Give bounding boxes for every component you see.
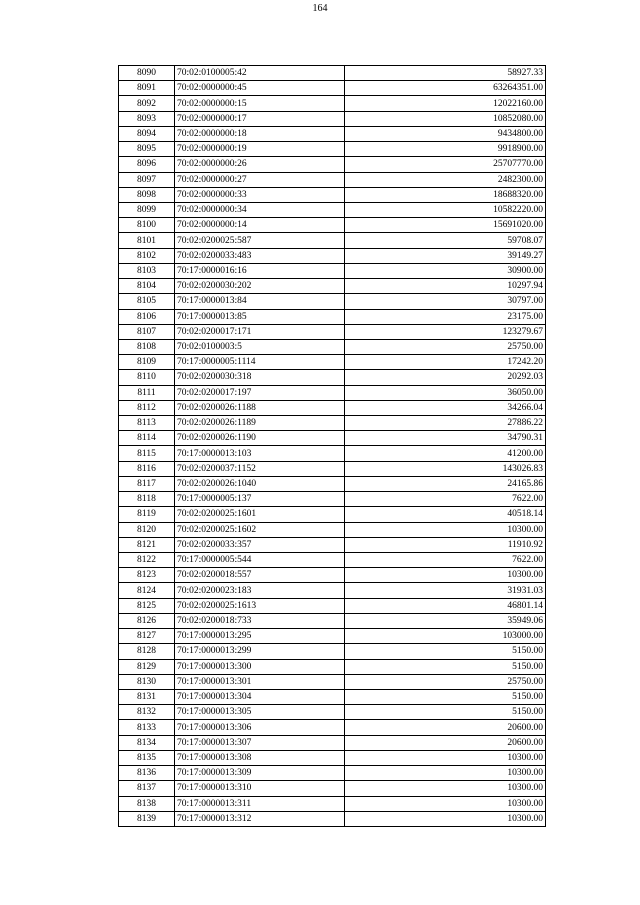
table-row xyxy=(119,598,546,613)
table-row xyxy=(119,309,546,324)
table-row xyxy=(119,385,546,400)
cadastral-number: 70:02:0200018:733 xyxy=(175,613,345,628)
table-row xyxy=(119,461,546,476)
cadastral-number: 70:02:0000000:19 xyxy=(175,142,345,157)
cadastral-number: 70:02:0000000:27 xyxy=(175,172,345,187)
cadastral-value: 10582220.00 xyxy=(345,202,546,217)
row-number: 8125 xyxy=(119,598,175,613)
row-number: 8108 xyxy=(119,339,175,354)
row-number: 8090 xyxy=(119,66,175,81)
table-row xyxy=(119,233,546,248)
cadastral-value: 10300.00 xyxy=(345,796,546,811)
row-number: 8115 xyxy=(119,446,175,461)
table-row xyxy=(119,355,546,370)
table-row xyxy=(119,583,546,598)
row-number: 8098 xyxy=(119,187,175,202)
cadastral-number: 70:17:0000013:300 xyxy=(175,659,345,674)
row-number: 8128 xyxy=(119,644,175,659)
cadastral-value: 10300.00 xyxy=(345,568,546,583)
row-number: 8135 xyxy=(119,750,175,765)
cadastral-value: 10300.00 xyxy=(345,781,546,796)
cadastral-number: 70:17:0000013:308 xyxy=(175,750,345,765)
table-row xyxy=(119,416,546,431)
cadastral-number: 70:02:0200017:171 xyxy=(175,324,345,339)
cadastral-value: 36050.00 xyxy=(345,385,546,400)
cadastral-value: 5150.00 xyxy=(345,644,546,659)
row-number: 8129 xyxy=(119,659,175,674)
cadastral-number: 70:02:0200026:1040 xyxy=(175,476,345,491)
row-number: 8117 xyxy=(119,476,175,491)
cadastral-number: 70:17:0000013:309 xyxy=(175,766,345,781)
cadastral-number: 70:02:0200026:1190 xyxy=(175,431,345,446)
row-number: 8121 xyxy=(119,537,175,552)
cadastral-number: 70:17:0000013:304 xyxy=(175,689,345,704)
row-number: 8123 xyxy=(119,568,175,583)
row-number: 8130 xyxy=(119,674,175,689)
cadastral-value: 5150.00 xyxy=(345,659,546,674)
table-row xyxy=(119,66,546,81)
table-row xyxy=(119,613,546,628)
table-row xyxy=(119,537,546,552)
cadastral-number: 70:17:0000013:307 xyxy=(175,735,345,750)
cadastral-value: 25707770.00 xyxy=(345,157,546,172)
cadastral-value: 31931.03 xyxy=(345,583,546,598)
cadastral-value: 20600.00 xyxy=(345,735,546,750)
cadastral-value: 59708.07 xyxy=(345,233,546,248)
row-number: 8111 xyxy=(119,385,175,400)
cadastral-value: 34266.04 xyxy=(345,400,546,415)
cadastral-number: 70:17:0000013:299 xyxy=(175,644,345,659)
row-number: 8112 xyxy=(119,400,175,415)
row-number: 8091 xyxy=(119,81,175,96)
cadastral-number: 70:17:0000013:103 xyxy=(175,446,345,461)
table-row xyxy=(119,279,546,294)
row-number: 8106 xyxy=(119,309,175,324)
row-number: 8116 xyxy=(119,461,175,476)
row-number: 8103 xyxy=(119,263,175,278)
cadastral-number: 70:02:0200026:1189 xyxy=(175,416,345,431)
cadastral-number: 70:02:0200026:1188 xyxy=(175,400,345,415)
table-row xyxy=(119,492,546,507)
cadastral-number: 70:17:0000013:84 xyxy=(175,294,345,309)
cadastral-number: 70:17:0000005:544 xyxy=(175,553,345,568)
cadastral-number: 70:02:0200033:357 xyxy=(175,537,345,552)
cadastral-value: 10297.94 xyxy=(345,279,546,294)
cadastral-value: 9434800.00 xyxy=(345,126,546,141)
cadastral-value: 20600.00 xyxy=(345,720,546,735)
row-number: 8122 xyxy=(119,553,175,568)
cadastral-number: 70:02:0200017:197 xyxy=(175,385,345,400)
cadastral-number: 70:02:0100005:42 xyxy=(175,66,345,81)
table-row xyxy=(119,324,546,339)
table-row xyxy=(119,781,546,796)
cadastral-number: 70:02:0000000:33 xyxy=(175,187,345,202)
table-row xyxy=(119,446,546,461)
cadastral-number: 70:02:0200025:587 xyxy=(175,233,345,248)
table-row xyxy=(119,339,546,354)
row-number: 8096 xyxy=(119,157,175,172)
row-number: 8102 xyxy=(119,248,175,263)
cadastral-number: 70:02:0200018:557 xyxy=(175,568,345,583)
cadastral-value: 10300.00 xyxy=(345,522,546,537)
cadastral-value: 18688320.00 xyxy=(345,187,546,202)
cadastral-value: 34790.31 xyxy=(345,431,546,446)
table-row xyxy=(119,81,546,96)
row-number: 8124 xyxy=(119,583,175,598)
cadastral-value: 10852080.00 xyxy=(345,111,546,126)
cadastral-number: 70:17:0000013:311 xyxy=(175,796,345,811)
table-body xyxy=(119,66,546,827)
row-number: 8101 xyxy=(119,233,175,248)
row-number: 8109 xyxy=(119,355,175,370)
cadastral-value: 39149.27 xyxy=(345,248,546,263)
row-number: 8095 xyxy=(119,142,175,157)
table-row xyxy=(119,659,546,674)
table-row xyxy=(119,568,546,583)
cadastral-number: 70:02:0000000:14 xyxy=(175,218,345,233)
cadastral-value: 10300.00 xyxy=(345,766,546,781)
cadastral-value: 7622.00 xyxy=(345,553,546,568)
table-row xyxy=(119,172,546,187)
cadastral-value: 5150.00 xyxy=(345,705,546,720)
row-number: 8100 xyxy=(119,218,175,233)
cadastral-number: 70:02:0000000:34 xyxy=(175,202,345,217)
cadastral-number: 70:02:0200023:183 xyxy=(175,583,345,598)
row-number: 8104 xyxy=(119,279,175,294)
cadastral-value: 20292.03 xyxy=(345,370,546,385)
row-number: 8120 xyxy=(119,522,175,537)
table-row xyxy=(119,689,546,704)
table-row xyxy=(119,431,546,446)
row-number: 8126 xyxy=(119,613,175,628)
table-row xyxy=(119,248,546,263)
cadastral-number: 70:02:0000000:17 xyxy=(175,111,345,126)
table-row xyxy=(119,750,546,765)
cadastral-value: 40518.14 xyxy=(345,507,546,522)
cadastral-value: 2482300.00 xyxy=(345,172,546,187)
cadastral-value: 17242.20 xyxy=(345,355,546,370)
row-number: 8092 xyxy=(119,96,175,111)
cadastral-value: 11910.92 xyxy=(345,537,546,552)
cadastral-value: 15691020.00 xyxy=(345,218,546,233)
table-row xyxy=(119,705,546,720)
row-number: 8134 xyxy=(119,735,175,750)
cadastral-value: 10300.00 xyxy=(345,811,546,826)
row-number: 8099 xyxy=(119,202,175,217)
table-row xyxy=(119,294,546,309)
row-number: 8118 xyxy=(119,492,175,507)
row-number: 8133 xyxy=(119,720,175,735)
cadastral-number: 70:17:0000013:301 xyxy=(175,674,345,689)
table-row xyxy=(119,811,546,826)
cadastral-number: 70:17:0000013:85 xyxy=(175,309,345,324)
cadastral-number: 70:02:0200025:1602 xyxy=(175,522,345,537)
row-number: 8110 xyxy=(119,370,175,385)
cadastral-value: 9918900.00 xyxy=(345,142,546,157)
cadastral-number: 70:17:0000013:295 xyxy=(175,629,345,644)
table-row xyxy=(119,476,546,491)
cadastral-value: 143026.83 xyxy=(345,461,546,476)
row-number: 8094 xyxy=(119,126,175,141)
row-number: 8137 xyxy=(119,781,175,796)
row-number: 8107 xyxy=(119,324,175,339)
cadastral-number: 70:17:0000013:305 xyxy=(175,705,345,720)
row-number: 8136 xyxy=(119,766,175,781)
table-row xyxy=(119,111,546,126)
row-number: 8105 xyxy=(119,294,175,309)
cadastral-number: 70:02:0200030:318 xyxy=(175,370,345,385)
cadastral-number: 70:17:0000013:310 xyxy=(175,781,345,796)
cadastral-number: 70:02:0000000:26 xyxy=(175,157,345,172)
row-number: 8132 xyxy=(119,705,175,720)
cadastral-value: 23175.00 xyxy=(345,309,546,324)
cadastral-number: 70:02:0000000:45 xyxy=(175,81,345,96)
table-row xyxy=(119,796,546,811)
row-number: 8139 xyxy=(119,811,175,826)
cadastral-number: 70:02:0000000:15 xyxy=(175,96,345,111)
table-row xyxy=(119,126,546,141)
row-number: 8113 xyxy=(119,416,175,431)
cadastral-number: 70:02:0200037:1152 xyxy=(175,461,345,476)
cadastral-value: 7622.00 xyxy=(345,492,546,507)
cadastral-value-table xyxy=(118,65,546,827)
table-row xyxy=(119,553,546,568)
table-row xyxy=(119,507,546,522)
cadastral-number: 70:17:0000013:312 xyxy=(175,811,345,826)
table-row xyxy=(119,157,546,172)
cadastral-number: 70:17:0000005:1114 xyxy=(175,355,345,370)
row-number: 8097 xyxy=(119,172,175,187)
cadastral-number: 70:17:0000016:16 xyxy=(175,263,345,278)
page-number: 164 xyxy=(312,3,328,14)
cadastral-value: 30900.00 xyxy=(345,263,546,278)
table-row xyxy=(119,263,546,278)
cadastral-value: 123279.67 xyxy=(345,324,546,339)
cadastral-value: 35949.06 xyxy=(345,613,546,628)
table-row xyxy=(119,187,546,202)
table-row xyxy=(119,674,546,689)
row-number: 8114 xyxy=(119,431,175,446)
cadastral-value: 5150.00 xyxy=(345,689,546,704)
cadastral-value: 10300.00 xyxy=(345,750,546,765)
table-row xyxy=(119,370,546,385)
cadastral-value: 63264351.00 xyxy=(345,81,546,96)
cadastral-value: 46801.14 xyxy=(345,598,546,613)
cadastral-value: 25750.00 xyxy=(345,674,546,689)
table-row xyxy=(119,142,546,157)
table-row xyxy=(119,96,546,111)
cadastral-number: 70:17:0000013:306 xyxy=(175,720,345,735)
table-row xyxy=(119,202,546,217)
row-number: 8138 xyxy=(119,796,175,811)
table-row xyxy=(119,735,546,750)
cadastral-value: 58927.33 xyxy=(345,66,546,81)
table-row xyxy=(119,400,546,415)
cadastral-value: 30797.00 xyxy=(345,294,546,309)
table-row xyxy=(119,720,546,735)
cadastral-value: 25750.00 xyxy=(345,339,546,354)
cadastral-value: 12022160.00 xyxy=(345,96,546,111)
cadastral-value: 24165.86 xyxy=(345,476,546,491)
cadastral-number: 70:02:0000000:18 xyxy=(175,126,345,141)
row-number: 8093 xyxy=(119,111,175,126)
cadastral-value: 103000.00 xyxy=(345,629,546,644)
cadastral-value: 27886.22 xyxy=(345,416,546,431)
cadastral-number: 70:02:0200025:1601 xyxy=(175,507,345,522)
cadastral-number: 70:02:0200025:1613 xyxy=(175,598,345,613)
table-row xyxy=(119,766,546,781)
table-row xyxy=(119,522,546,537)
table-row xyxy=(119,629,546,644)
row-number: 8127 xyxy=(119,629,175,644)
cadastral-number: 70:17:0000005:137 xyxy=(175,492,345,507)
cadastral-number: 70:02:0200030:202 xyxy=(175,279,345,294)
row-number: 8131 xyxy=(119,689,175,704)
cadastral-value: 41200.00 xyxy=(345,446,546,461)
cadastral-number: 70:02:0200033:483 xyxy=(175,248,345,263)
table-row xyxy=(119,644,546,659)
row-number: 8119 xyxy=(119,507,175,522)
table-row xyxy=(119,218,546,233)
cadastral-number: 70:02:0100003:5 xyxy=(175,339,345,354)
